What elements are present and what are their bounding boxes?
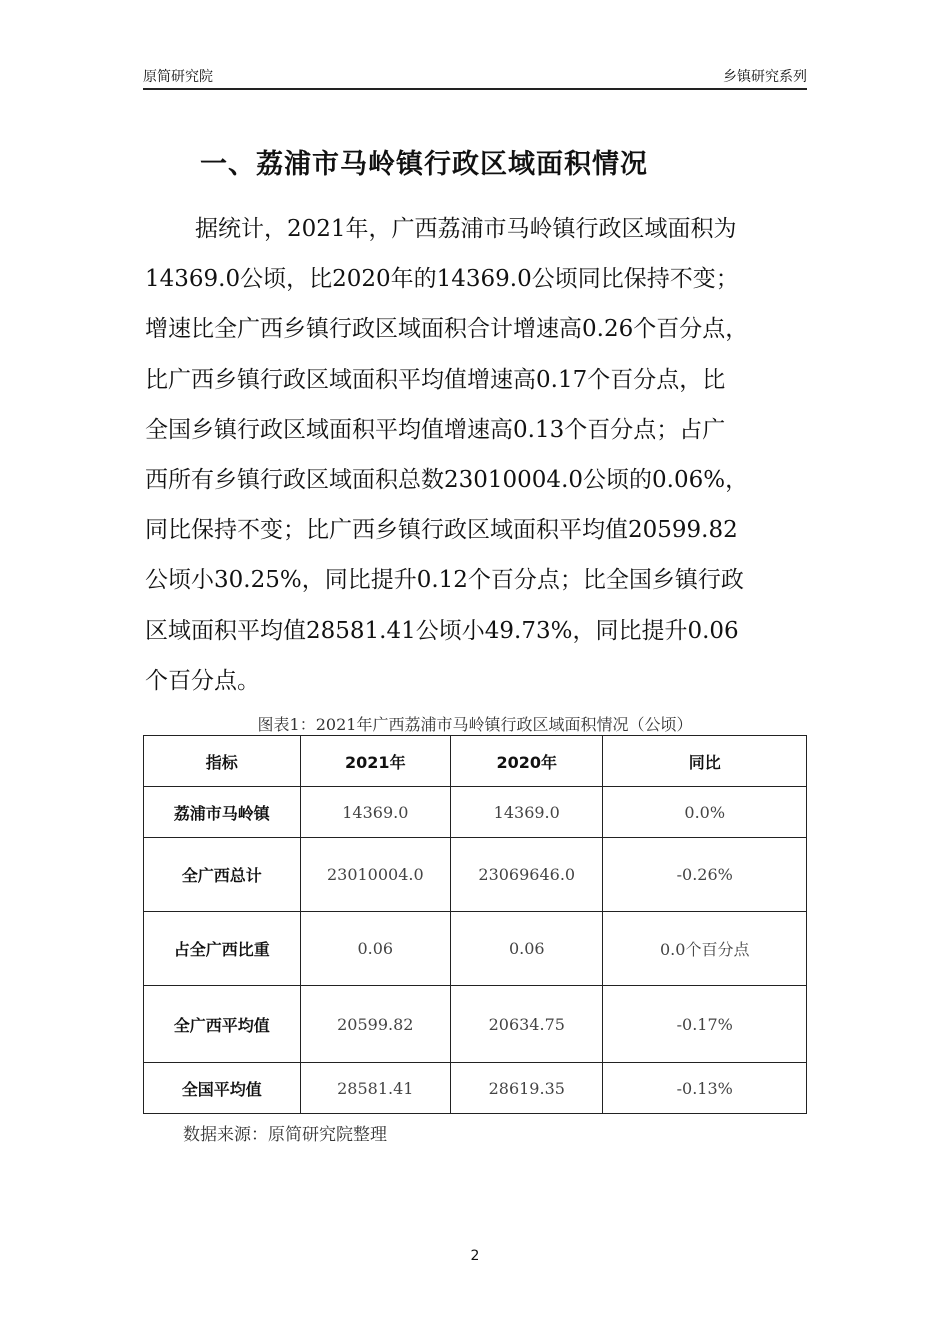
header-rule bbox=[143, 88, 807, 90]
table-cell: 全广西总计 bbox=[144, 838, 301, 912]
table-cell: 全广西平均值 bbox=[144, 986, 301, 1063]
section-title: 一、荔浦市马岭镇行政区域面积情况 bbox=[200, 149, 648, 180]
table-cell: 0.0% bbox=[603, 787, 807, 838]
table-cell: 0.0个百分点 bbox=[603, 912, 807, 986]
table-cell: 全国平均值 bbox=[144, 1063, 301, 1114]
table-cell: 23069646.0 bbox=[451, 838, 603, 912]
column-header: 2021年 bbox=[300, 736, 450, 787]
table-row bbox=[144, 986, 807, 1063]
table-cell: -0.13% bbox=[603, 1063, 807, 1114]
table-cell: 28619.35 bbox=[451, 1063, 603, 1114]
table-cell: 14369.0 bbox=[300, 787, 450, 838]
table-cell: 占全广西比重 bbox=[144, 912, 301, 986]
paragraph-line: 比广西乡镇行政区域面积平均值增速高0.17个百分点，比 bbox=[145, 366, 726, 393]
table-row bbox=[144, 787, 807, 838]
data-source: 数据来源：原简研究院整理 bbox=[183, 1125, 387, 1145]
paragraph-line: 同比保持不变；比广西乡镇行政区域面积平均值20599.82 bbox=[145, 517, 738, 544]
column-header: 同比 bbox=[603, 736, 807, 787]
table-row bbox=[144, 838, 807, 912]
data-table bbox=[143, 735, 807, 1114]
header-left: 原简研究院 bbox=[143, 69, 213, 85]
table-cell: 23010004.0 bbox=[300, 838, 450, 912]
paragraph-line: 区域面积平均值28581.41公顷小49.73%，同比提升0.06 bbox=[145, 617, 739, 644]
table-cell: -0.17% bbox=[603, 986, 807, 1063]
column-header: 2020年 bbox=[451, 736, 603, 787]
table-header-row bbox=[144, 736, 807, 787]
table-cell: 20634.75 bbox=[451, 986, 603, 1063]
page-number: 2 bbox=[470, 1248, 480, 1264]
table-caption: 图表1：2021年广西荔浦市马岭镇行政区域面积情况（公顷） bbox=[257, 715, 693, 734]
table-cell: 28581.41 bbox=[300, 1063, 450, 1114]
table-cell: -0.26% bbox=[603, 838, 807, 912]
paragraph-line: 增速比全广西乡镇行政区域面积合计增速高0.26个百分点， bbox=[145, 316, 749, 343]
table-cell: 20599.82 bbox=[300, 986, 450, 1063]
paragraph-line: 据统计，2021年，广西荔浦市马岭镇行政区域面积为 bbox=[195, 216, 737, 242]
paragraph-line: 公顷小30.25%，同比提升0.12个百分点；比全国乡镇行政 bbox=[145, 567, 744, 594]
table-row bbox=[144, 1063, 807, 1114]
paragraph-line: 西所有乡镇行政区域面积总数23010004.0公顷的0.06%， bbox=[145, 467, 749, 493]
paragraph-line: 全国乡镇行政区域面积平均值增速高0.13个百分点；占广 bbox=[145, 416, 726, 443]
table-cell: 14369.0 bbox=[451, 787, 603, 838]
table-cell: 0.06 bbox=[300, 912, 450, 986]
column-header: 指标 bbox=[144, 736, 301, 787]
table-row bbox=[144, 912, 807, 986]
table-cell: 0.06 bbox=[451, 912, 603, 986]
table-cell: 荔浦市马岭镇 bbox=[144, 787, 301, 838]
paragraph-line: 14369.0公顷，比2020年的14369.0公顷同比保持不变； bbox=[145, 266, 739, 293]
paragraph-line: 个百分点。 bbox=[145, 667, 260, 694]
header-right: 乡镇研究系列 bbox=[723, 69, 807, 85]
